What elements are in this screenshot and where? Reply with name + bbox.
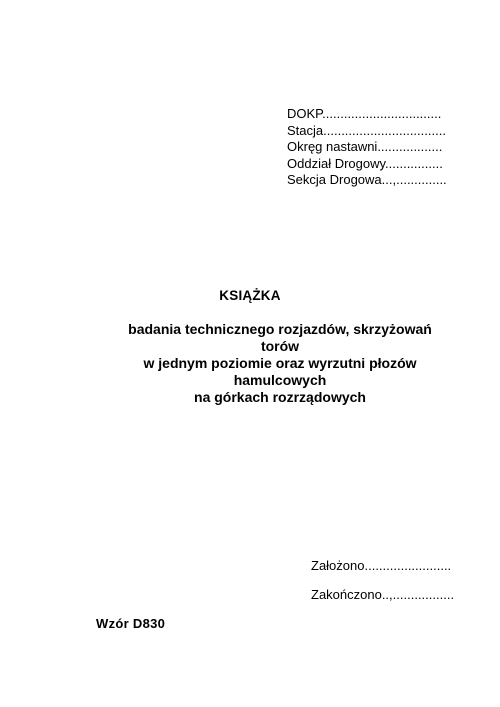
field-zakonczono: Zakończono..,................. (311, 587, 455, 602)
field-stacja: Stacja.................................. (287, 122, 446, 138)
field-sekcja-drogowa: Sekcja Drogowa...,.............. (287, 172, 447, 187)
subtitle-line: badania technicznego rozjazdów, skrzyżowań (128, 321, 432, 337)
subtitle-line: w jednym poziomie oraz wyrzutni płozów (143, 355, 417, 371)
subtitle-line: hamulcowych (233, 372, 327, 388)
header-fields (287, 106, 467, 189)
form-code: Wzór D830 (96, 616, 166, 631)
document-title: KSIĄŻKA (219, 288, 281, 303)
subtitle-line: torów (260, 338, 300, 354)
subtitle-line: na górkach rozrządowych (194, 389, 366, 405)
field-dokp: DOKP................................. (287, 106, 442, 121)
field-okreg-nastawni: Okręg nastawni.................. (287, 139, 443, 154)
field-zalozono: Założono........................ (311, 558, 452, 573)
document-subtitle (100, 321, 460, 406)
field-oddzial-drogowy: Oddział Drogowy................ (287, 155, 443, 171)
